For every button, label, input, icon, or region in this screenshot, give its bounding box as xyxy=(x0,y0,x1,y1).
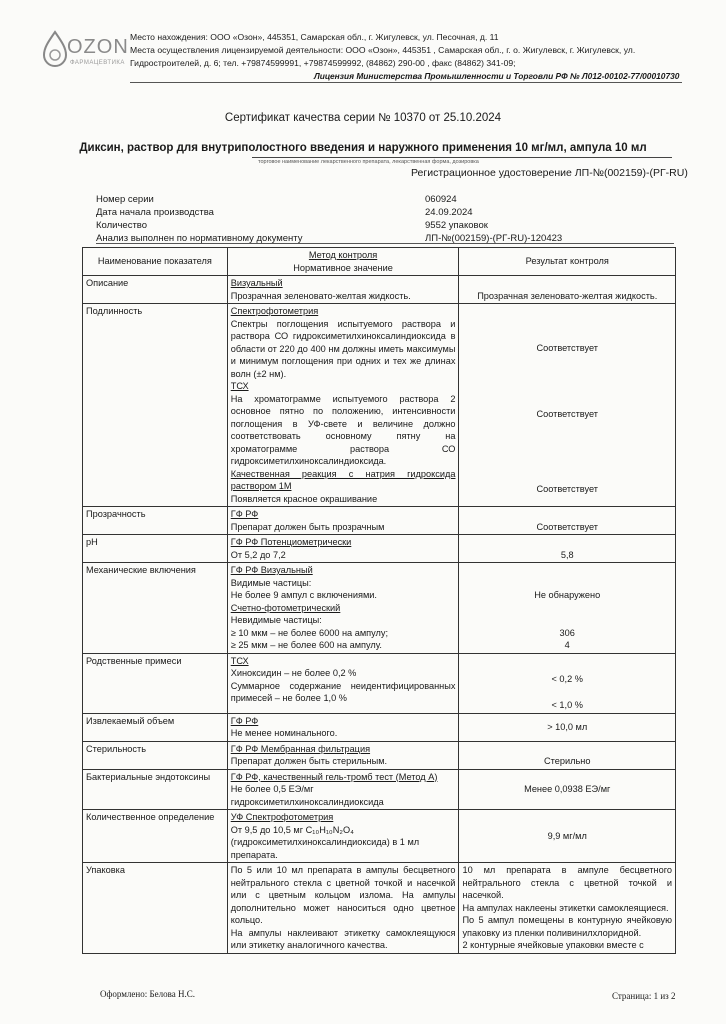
result-value: < 0,2 % xyxy=(551,673,583,684)
result-value: Не обнаружено xyxy=(534,590,601,600)
row-norm: Не более 0,5 ЕЭ/мг гидроксиметилхиноксалиндиоксида xyxy=(230,784,384,807)
row-result: Стерильно xyxy=(459,741,676,769)
row-method: ГФ РФ Потенциометрически xyxy=(230,537,352,547)
licensed-activity-address: Места осуществления лицензируемой деятельности: ООО «Озон», 445351 , Самарская обл., г. о. Жигулевск, г. Жигулевск, ул. xyxy=(130,45,636,55)
row-spec xyxy=(227,653,459,713)
table-row xyxy=(83,741,676,769)
row-result xyxy=(459,863,676,954)
row-spec xyxy=(227,769,459,810)
letterhead xyxy=(38,26,698,86)
row-name: Подлинность xyxy=(83,304,228,507)
row-method: ГФ РФ xyxy=(230,509,259,519)
table-row xyxy=(83,810,676,863)
table-header-row xyxy=(83,248,676,276)
row-norm: По 5 или 10 мл препарата в ампулы бесцветного нейтрального стекла с цветной точкой и насечкой или с цветным кольцом излома. На ампулы дополнительно может наноситься одно цветное кольцо. xyxy=(230,865,456,925)
row-method: ГФ РФ Визуальный xyxy=(230,565,313,575)
row-norm: На хроматограмме испытуемого раствора 2 основное пятно по положению, интенсивности поглощения в УФ-свете и величине должно соответствовать основному пятну на хроматограмме раствора СО гидроксиметилхиноксалиндиоксида. xyxy=(230,393,456,466)
table-row xyxy=(83,507,676,535)
row-spec xyxy=(227,276,459,304)
row-method: Качественная реакция с натрия гидроксида раствором 1М xyxy=(230,468,456,491)
signed-by: Оформлено: Белова Н.С. xyxy=(100,989,195,999)
row-method: ГФ РФ, качественный гель-тромб тест (Метод А) xyxy=(230,771,438,782)
row-norm: Видимые частицы: xyxy=(230,577,312,588)
company-address: Место нахождения: ООО «Озон», 445351, Самарская обл., г. Жигулевск, ул. Песочная, д. 11 xyxy=(130,32,499,42)
info-value-batch: 060924 xyxy=(425,194,457,205)
row-norm: Не более 9 ампул с включениями. xyxy=(230,590,377,600)
result-value: 2 контурные ячейковые упаковки вместе с xyxy=(462,940,644,950)
table-row xyxy=(83,535,676,563)
row-spec xyxy=(227,810,459,863)
row-result: Прозрачная зеленовато-желтая жидкость. xyxy=(459,276,676,304)
row-method: УФ Спектрофотометрия xyxy=(230,812,334,822)
row-norm: Суммарное содержание неидентифицированных примесей – не более 1,0 % xyxy=(230,680,456,703)
row-name: Стерильность xyxy=(83,741,228,769)
row-norm: Препарат должен быть прозрачным xyxy=(230,521,385,532)
header-result: Результат контроля xyxy=(459,248,676,276)
row-method: Визуальный xyxy=(230,278,283,288)
quality-table xyxy=(82,247,676,954)
row-norm: Спектры поглощения испытуемого раствора и раствора СО гидроксиметилхиноксалиндиоксида в области от 220 до 400 нм должны иметь максимумы и минимум поглощения при одних и тех же длинах волн (±2 нм). xyxy=(230,318,456,379)
norm-range: От 9,5 до 10,5 мг xyxy=(230,824,306,835)
chemical-formula: C₁₀H₁₀N₂O₄ xyxy=(305,824,354,835)
header-divider xyxy=(130,82,682,83)
row-result: > 10,0 мл xyxy=(459,713,676,741)
result-value: 10 мл препарата в ампуле бесцветного нейтрального стекла с цветной точкой и насечкой. xyxy=(462,865,672,900)
row-name: Прозрачность xyxy=(83,507,228,535)
row-result: Менее 0,0938 ЕЭ/мг xyxy=(459,769,676,810)
row-result: Соответствует xyxy=(459,507,676,535)
info-divider xyxy=(96,243,674,244)
license-line: Лицензия Министерства Промышленности и Торговли РФ № Л012-00102-77/00010730 xyxy=(314,71,680,81)
page-number: Страница: 1 из 2 xyxy=(612,991,676,1001)
result-value: Соответствует xyxy=(536,408,598,419)
row-method: Счетно-фотометрический xyxy=(230,602,341,613)
row-spec xyxy=(227,863,459,954)
row-result xyxy=(459,304,676,507)
row-name: Упаковка xyxy=(83,863,228,954)
row-norm: Невидимые частицы: xyxy=(230,615,322,625)
row-spec xyxy=(227,741,459,769)
header-name: Наименование показателя xyxy=(83,248,228,276)
row-result: 5,8 xyxy=(459,535,676,563)
info-value-normative-doc: ЛП-№(002159)-(РГ-RU)-120423 xyxy=(425,233,563,244)
info-label-start-date: Дата начала производства xyxy=(96,207,214,218)
table-row xyxy=(83,769,676,810)
logo-subtitle: ФАРМАЦЕВТИКА xyxy=(70,60,125,66)
result-value: 306 xyxy=(559,627,575,638)
row-norm: Препарат должен быть стерильным. xyxy=(230,756,388,766)
row-norm: От 5,2 до 7,2 xyxy=(230,549,286,560)
table-row xyxy=(83,304,676,507)
ozon-logo xyxy=(38,28,130,74)
row-name: Извлекаемый объем xyxy=(83,713,228,741)
row-name: Бактериальные эндотоксины xyxy=(83,769,228,810)
row-method: ТСХ xyxy=(230,381,249,391)
row-result: 9,9 мг/мл xyxy=(459,810,676,863)
registration-number: Регистрационное удостоверение ЛП-№(002159)-(РГ-RU) xyxy=(411,167,688,179)
row-norm: ≥ 10 мкм – не более 6000 на ампулу; xyxy=(230,627,389,638)
result-value: Соответствует xyxy=(536,484,598,494)
row-spec xyxy=(227,507,459,535)
table-row xyxy=(83,713,676,741)
row-method: ТСХ xyxy=(230,655,249,666)
certificate-title: Сертификат качества серии № 10370 от 25.10.2024 xyxy=(224,112,502,124)
row-name: Количественное определение xyxy=(83,810,228,863)
row-spec xyxy=(227,304,459,507)
contact-line: Гидростроителей, д. 6; тел. +79874599991, +79874599992, (84862) 290-00 , факс (84862) 341-09; xyxy=(130,58,516,68)
info-value-quantity: 9552 упаковок xyxy=(425,220,488,231)
table-row xyxy=(83,653,676,713)
result-value: На ампулах наклеены этикетки самоклеящиеся. xyxy=(462,902,669,913)
info-label-batch: Номер серии xyxy=(96,194,154,205)
result-value: Соответствует xyxy=(536,343,598,353)
header-method-label: Метод контроля xyxy=(308,250,378,260)
logo-wordmark: OZON xyxy=(67,36,129,58)
row-method: ГФ РФ xyxy=(230,715,259,726)
row-name: Описание xyxy=(83,276,228,304)
row-spec xyxy=(227,535,459,563)
row-norm: Появляется красное окрашивание xyxy=(230,493,378,504)
row-name: pH xyxy=(83,535,228,563)
row-result xyxy=(459,653,676,713)
header-norm-label: Нормативное значение xyxy=(293,262,393,273)
info-label-quantity: Количество xyxy=(96,220,148,231)
row-norm: Не менее номинального. xyxy=(230,728,338,738)
row-name: Механические включения xyxy=(83,563,228,654)
row-name: Родственные примеси xyxy=(83,653,228,713)
header-method xyxy=(227,248,459,276)
norm-substance: (гидроксиметилхиноксалиндиоксида) в 1 мл препарата. xyxy=(230,837,420,860)
result-value: 4 xyxy=(564,640,570,650)
row-method: ГФ РФ Мембранная фильтрация xyxy=(230,743,371,754)
row-spec xyxy=(227,563,459,654)
product-name: Диксин, раствор для внутриполостного введения и наружного применения 10 мг/мл, ампула 10 мл xyxy=(79,142,647,154)
table-row xyxy=(83,863,676,954)
row-method: Спектрофотометрия xyxy=(230,306,319,316)
row-result xyxy=(459,563,676,654)
row-norm: Прозрачная зеленовато-желтая жидкость. xyxy=(230,290,411,301)
row-norm: Хиноксидин – не более 0,2 % xyxy=(230,668,357,678)
result-value: < 1,0 % xyxy=(551,700,583,710)
row-norm xyxy=(231,824,456,862)
product-caption: торговое наименование лекарственного препарата, лекарственная форма, дозировка xyxy=(258,159,479,165)
info-label-normative-doc: Анализ выполнен по нормативному документу xyxy=(96,233,303,244)
row-spec xyxy=(227,713,459,741)
result-value: По 5 ампул помещены в контурную ячейковую упаковку из пленки поливинилхлоридной. xyxy=(462,915,672,938)
row-norm: ≥ 25 мкм – не более 600 на ампулу. xyxy=(230,640,382,650)
product-underline xyxy=(252,157,672,158)
row-norm: На ампулы наклеивают этикетку самоклеящуюся или этикетку аналогичного качества. xyxy=(230,927,456,950)
table-row xyxy=(83,276,676,304)
table-row xyxy=(83,563,676,654)
info-value-start-date: 24.09.2024 xyxy=(425,207,473,218)
